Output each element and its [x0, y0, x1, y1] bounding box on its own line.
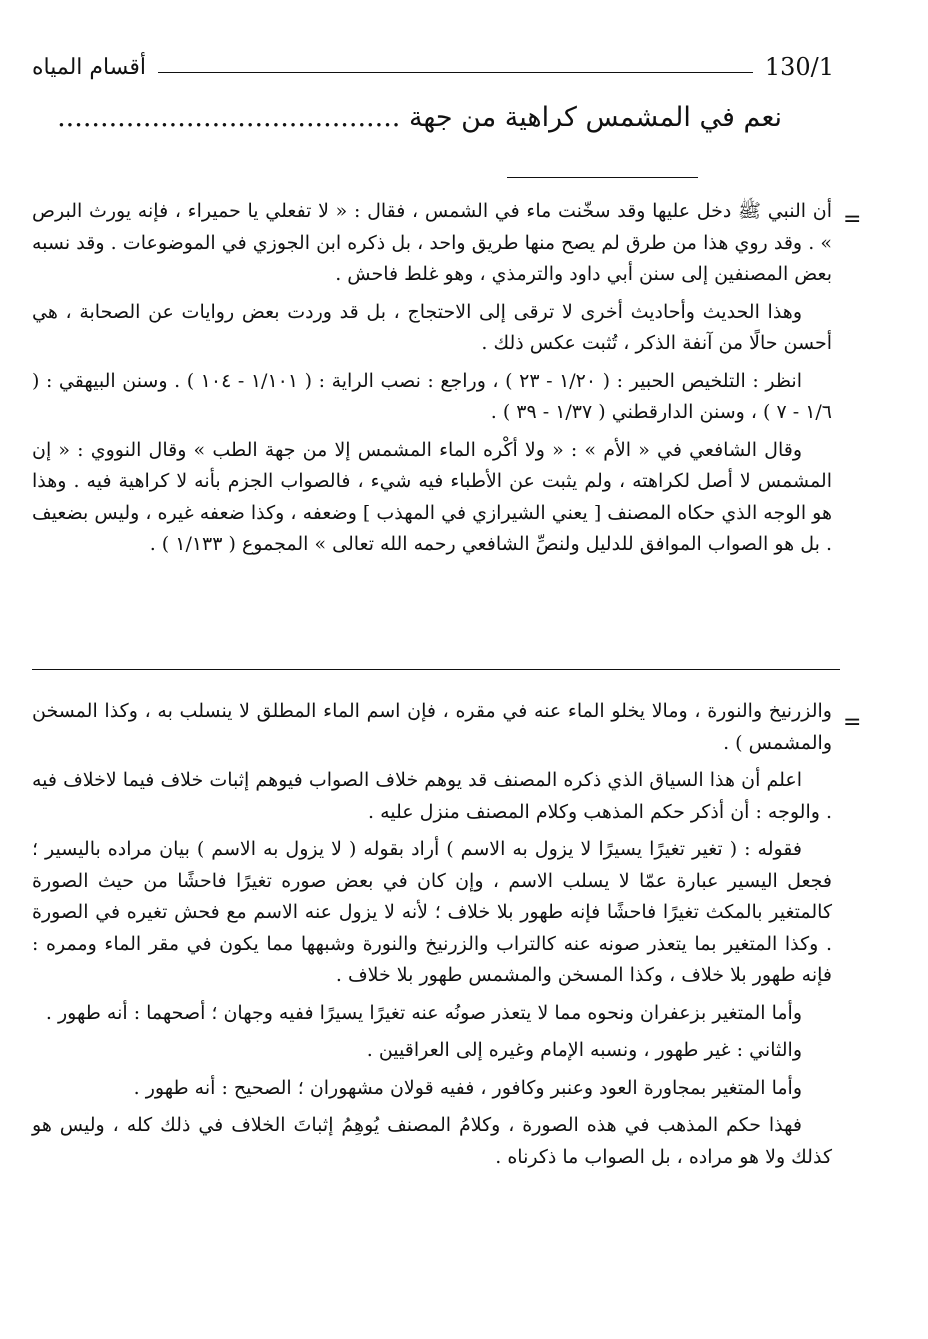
section-title: نعم في المشمس كراهية من جهة ........................................ — [57, 102, 782, 133]
paragraph: وهذا الحديث وأحاديث أخرى لا ترقى إلى الاحتجاج ، بل قد وردت بعض روايات عن الصحابة ، هي أحسن حالًا من آنفة الذكر ، تُثبت عكس ذلك . — [32, 300, 832, 354]
reference-paragraph: انظر : التلخيص الحبير : ( ١/٢٠ - ٢٣ ) ، وراجع : نصب الراية : ( ١/١٠١ - ١٠٤ ) . وسنن البيهقي : ( ١/٦ - ٧ ) ، وسنن الدارقطني ( ١/٣٧ - ٣٩ ) . — [32, 369, 832, 423]
paragraph: اعلم أن هذا السياق الذي ذكره المصنف قد يوهم خلاف الصواب فيوهم إثبات خلاف فيما لاخلاف فيه . والوجه : أن أذكر حكم المذهب وكلام المصنف منزل عليه . — [32, 769, 832, 823]
commentary-block-2 — [32, 696, 832, 1179]
quoted-text-paragraph: والزرنيخ والنورة ، ومالا يخلو الماء عنه في مقره ، فإن اسم الماء المطلق لا ينسلب به ، وكذا المسخن والمشمس ) . — [32, 700, 832, 754]
paragraph: وأما المتغير بزعفران ونحوه مما لا يتعذر صونُه عنه تغيرًا يسيرًا ففيه وجهان ؛ أصحهما : أنه طهور . — [45, 1001, 802, 1024]
running-title: أقسام المياه — [32, 54, 146, 80]
footnote-separator-rule — [507, 177, 698, 178]
commentary-block-1 — [32, 196, 832, 567]
paragraph: وأما المتغير بمجاورة العود وعنبر وكافور ، ففيه قولان مشهوران ؛ الصحيح : أنه طهور . — [133, 1076, 802, 1099]
continuation-marker: = — [843, 710, 862, 735]
continuation-marker: = — [843, 207, 862, 232]
page-number: 130/1 — [764, 53, 834, 81]
paragraph: والثاني : غير طهور ، ونسبه الإمام وغيره إلى العراقيين . — [366, 1039, 802, 1061]
paragraph: وقال الشافعي في « الأم » : « ولا أكْره الماء المشمس إلا من جهة الطب » وقال النووي : « إن المشمس لا أصل لكراهته ، ولم يثبت عن الأطباء فيه شيء ، فالصواب الجزم بأنه لا كراهية فيه . وهذا هو الوجه الذي حكاه المصنف [ يعني الشيرازي في المهذب ] وضعفه ، وكذا ضعفه غيره ، وليس بضعيف . بل هو الصواب الموافق للدليل ولنصِّ الشافعي رحمه الله تعالى » المجموع ( ١/١٣٣ ) . — [32, 438, 832, 555]
paragraph: فهذا حكم المذهب في هذه الصورة ، وكلامُ المصنف يُوهِمُ إثباتَ الخلاف في ذلك كله ، وليس هو كذلك ولا هو مراده ، بل الصواب ما ذكرناه . — [32, 1114, 832, 1168]
page-header — [32, 50, 834, 84]
paragraph: فقوله : ( تغير تغيرًا يسيرًا لا يزول به الاسم ) أراد بقوله ( لا يزول به الاسم ) بيان مراده باليسير ؛ فجعل اليسير عبارة عمّا لا يسلب الاسم ، وإن كان في بعض صوره تغيرًا فاحشًا من حيث الصورة كالمتغير بالمكث تغيرًا فاحشًا فإنه طهور بلا خلاف ؛ لأنه لا يزول عنه الاسم مع فحش تغيره في الصورة . وكذا المتغير بما يتعذر صونه عنه كالتراب والزرنيخ والنورة وشبهها مما يكون في مقر الماء وممره : فإنه طهور بلا خلاف ، وكذا المسخن والمشمس طهور بلا خلاف . — [32, 838, 833, 986]
header-rule — [158, 72, 753, 73]
paragraph: أن النبي ﷺ دخل عليها وقد سخّنت ماء في الشمس ، فقال : « لا تفعلي يا حميراء ، فإنه يورث البرص » . وقد روي هذا من طرق لم يصح منها طريق واحد ، بل ذكره ابن الجوزي في الموضوعات . وقد نسبه بعض المصنفين إلى سنن أبي داود والترمذي ، وهو غلط فاحش . — [32, 200, 832, 285]
section-divider-rule — [32, 669, 840, 670]
